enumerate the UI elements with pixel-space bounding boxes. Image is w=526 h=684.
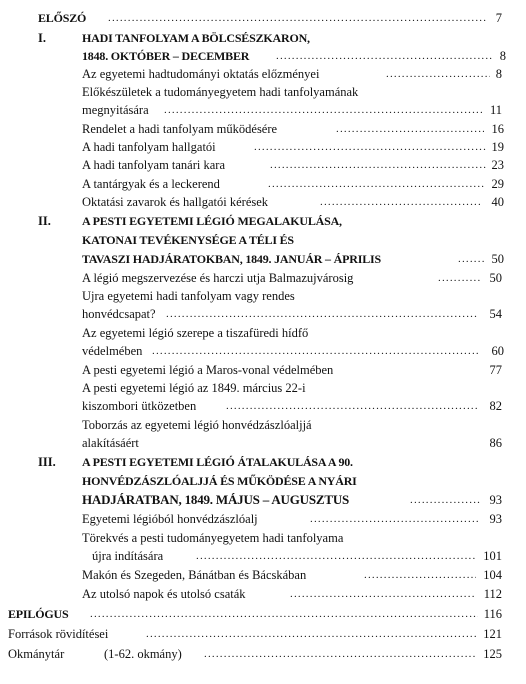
toc-entry-text: A pesti egyetemi légió az 1849. március 22-i	[82, 381, 306, 395]
leader-dots	[336, 122, 484, 136]
page-number: 60	[491, 344, 504, 358]
page-number: 8	[499, 49, 506, 63]
sources-label: Források rövidítései	[8, 627, 109, 641]
page-number: 8	[495, 67, 502, 81]
chapter-title-line: A PESTI EGYETEMI LÉGIÓ MEGALAKULÁSA,	[82, 214, 342, 228]
page-number: 11	[489, 103, 502, 117]
leader-dots	[164, 103, 482, 117]
page-number: 125	[483, 647, 502, 661]
chapter-number: II.	[38, 214, 51, 228]
toc-entry-text: A légió megszervezése és harczi utja Balmazujvárosig	[82, 271, 354, 285]
leader-dots	[204, 647, 476, 661]
toc-entry-text: védelmében	[82, 344, 143, 358]
preface-label: ELŐSZÓ	[38, 11, 87, 25]
chapter-number: III.	[38, 455, 56, 469]
page-number: 29	[491, 177, 504, 191]
chapter-title-line: HADI TANFOLYAM A BÖLCSÉSZKARON,	[82, 31, 310, 45]
leader-dots	[152, 344, 480, 358]
chapter-title-line: KATONAI TEVÉKENYSÉGE A TÉLI ÉS	[82, 233, 294, 247]
toc-entry-text: Ujra egyetemi hadi tanfolyam vagy rendes	[82, 289, 295, 303]
toc-entry-text: Toborzás az egyetemi légió honvédzászlóaljjá	[82, 418, 312, 432]
page-number: 7	[495, 11, 502, 25]
chapter-title-line: TAVASZI HADJÁRATOKBAN, 1849. JANUÁR – ÁPRILIS	[82, 252, 381, 266]
page-number: 50	[489, 271, 502, 285]
leader-dots	[226, 399, 478, 413]
documents-range: (1-62. okmány)	[104, 647, 182, 661]
toc-entry-text: A hadi tanfolyam hallgatói	[82, 140, 216, 154]
leader-dots	[276, 49, 494, 63]
toc-entry-text: Az egyetemi hadtudományi oktatás előzményei	[82, 67, 320, 81]
leader-dots	[270, 158, 486, 172]
toc-entry-text: Törekvés a pesti tudományegyetem hadi tanfolyama	[82, 531, 344, 545]
toc-entry-text: Az utolsó napok és utolsó csaták	[82, 587, 246, 601]
page-number: 112	[483, 587, 502, 601]
page-number: 86	[489, 436, 502, 450]
toc-entry-text: A pesti egyetemi légió a Maros-vonal védelmében	[82, 363, 334, 377]
toc-entry-text: alakításáért	[82, 436, 139, 450]
toc-entry-text: Előkészületek a tudományegyetem hadi tanfolyamának	[82, 85, 359, 99]
page-number: 93	[489, 493, 502, 507]
page-number: 40	[491, 195, 504, 209]
chapter-title-line: 1848. OKTÓBER – DECEMBER	[82, 49, 250, 63]
leader-dots	[268, 177, 486, 191]
leader-dots	[196, 549, 476, 563]
leader-dots	[410, 493, 480, 507]
epilogue-label: EPILÓGUS	[8, 607, 69, 621]
page-number: 121	[483, 627, 502, 641]
toc-entry-text: honvédcsapat?	[82, 307, 156, 321]
toc-entry-text: megnyitására	[82, 103, 149, 117]
leader-dots	[90, 607, 478, 621]
page-number: 101	[483, 549, 502, 563]
page-number: 50	[491, 252, 504, 266]
toc-entry-text: Az egyetemi légió szerepe a tiszafüredi hídfő	[82, 326, 309, 340]
leader-dots	[458, 252, 484, 266]
leader-dots	[146, 627, 476, 641]
leader-dots	[320, 195, 480, 209]
toc-entry-text: Egyetemi légióból honvédzászlóalj	[82, 512, 258, 526]
documents-label: Okmánytár	[8, 647, 65, 661]
page-number: 77	[489, 363, 502, 377]
leader-dots	[310, 512, 480, 526]
toc-entry-text: újra indítására	[92, 549, 164, 563]
chapter-title-line: HADJÁRATBAN, 1849. MÁJUS – AUGUSZTUS	[82, 492, 350, 507]
page-number: 16	[491, 122, 504, 136]
leader-dots	[290, 587, 476, 601]
toc-entry-text: Makón és Szegeden, Bánátban és Bácskában	[82, 568, 307, 582]
leader-dots	[108, 11, 488, 25]
chapter-title-line: A PESTI EGYETEMI LÉGIÓ ÁTALAKULÁSA A 90.	[82, 455, 353, 469]
toc-entry-text: Rendelet a hadi tanfolyam működésére	[82, 122, 278, 136]
toc-entry-text: A tantárgyak és a leckerend	[82, 177, 220, 191]
leader-dots	[364, 568, 476, 582]
toc-entry-text: kiszombori ütközetben	[82, 399, 197, 413]
toc-entry-text: Oktatási zavarok és hallgatói kérések	[82, 195, 269, 209]
page-number: 104	[483, 568, 502, 582]
page-number: 19	[491, 140, 504, 154]
page-number: 23	[491, 158, 504, 172]
leader-dots	[254, 140, 486, 154]
leader-dots	[386, 67, 490, 81]
page-number: 93	[489, 512, 502, 526]
leader-dots	[166, 307, 478, 321]
page-number: 82	[489, 399, 502, 413]
chapter-number: I.	[38, 31, 46, 45]
toc-entry-text: A hadi tanfolyam tanári kara	[82, 158, 225, 172]
page-number: 116	[483, 607, 502, 621]
page-number: 54	[489, 307, 502, 321]
leader-dots	[438, 271, 482, 285]
chapter-title-line: HONVÉDZÁSZLÓALJJÁ ÉS MŰKÖDÉSE A NYÁRI	[82, 474, 357, 488]
